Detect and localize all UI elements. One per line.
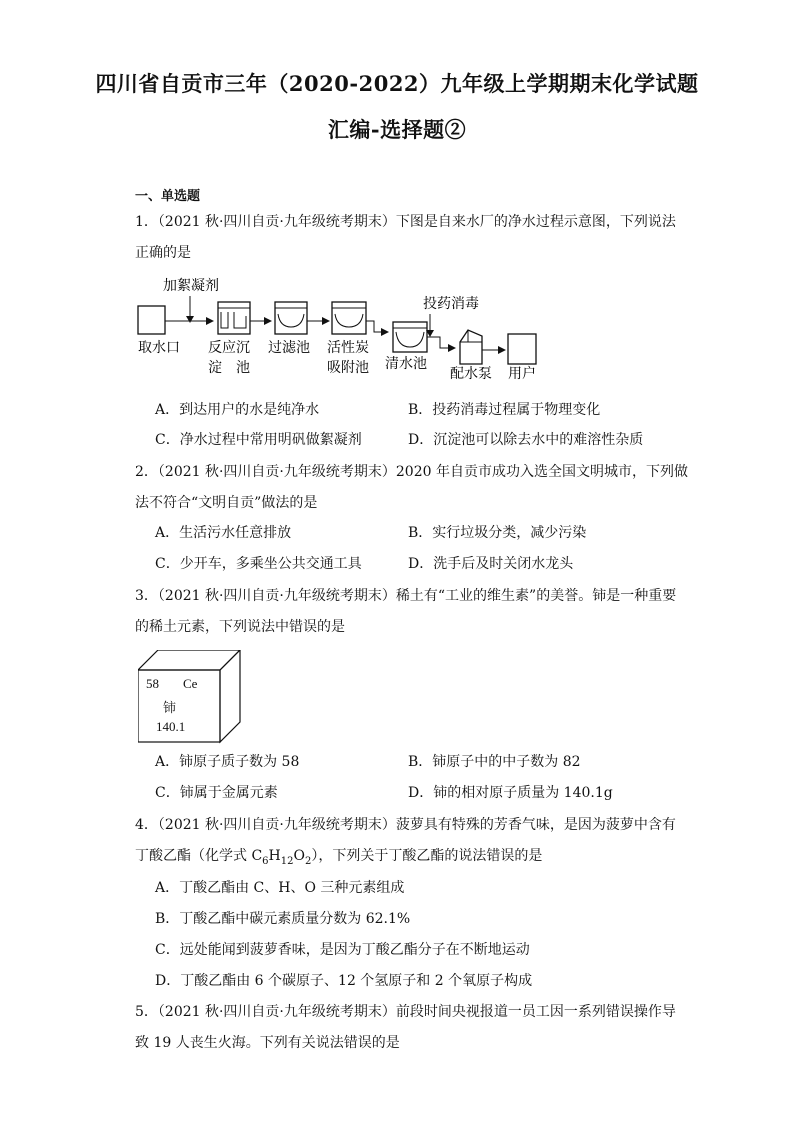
- page-title-line1: 四川省自贡市三年（2020-2022）九年级上学期期末化学试题: [95, 71, 699, 96]
- question-5-stem-line2: 致 19 人丧生火海。下列有关说法错误的是: [135, 1035, 400, 1051]
- formula-oxygen: O: [293, 848, 305, 864]
- diagram-node-pump: 配水泵: [450, 366, 492, 382]
- diagram-filter-tank: [275, 302, 307, 334]
- question-2-option-a: A．生活污水任意排放: [155, 525, 292, 541]
- diagram-intake-box: [138, 306, 165, 334]
- question-3-stem-line2: 的稀土元素，下列说法中错误的是: [135, 619, 345, 635]
- section-heading: 一、单选题: [135, 189, 201, 204]
- question-2-option-c: C．少开车，多乘坐公共交通工具: [155, 556, 362, 572]
- question-1-option-d: D．沉淀池可以除去水中的难溶性杂质: [408, 432, 644, 448]
- diagram-clear-water-tank: [393, 322, 427, 352]
- element-atomic-mass: 140.1: [156, 719, 186, 734]
- formula-hydrogen: H: [268, 848, 281, 864]
- question-4-stem-line1: 4．（2021 秋·四川自贡·九年级统考期末）菠萝具有特殊的芳香气味，是因为菠萝中含有: [135, 817, 676, 833]
- question-4-stem-post: ），下列关于丁酸乙酯的说法错误的是: [311, 848, 543, 864]
- diagram-node-user: 用户: [508, 366, 536, 382]
- diagram-pump: [460, 330, 482, 364]
- element-atomic-number: 58: [146, 676, 159, 691]
- question-4-option-d: D．丁酸乙酯由 6 个碳原子、12 个氢原子和 2 个氧原子构成: [155, 973, 533, 989]
- question-1-stem-line1: 1．（2021 秋·四川自贡·九年级统考期末）下图是自来水厂的净水过程示意图，下列说法: [135, 214, 676, 230]
- question-1-stem-line2: 正确的是: [135, 245, 191, 261]
- diagram-node-carbon-1: 活性炭: [327, 340, 369, 356]
- question-5-stem-line1: 5．（2021 秋·四川自贡·九年级统考期末）前段时间央视报道一员工因一系列错误操作导: [135, 1004, 676, 1020]
- question-1-option-c: C．净水过程中常用明矾做絮凝剂: [155, 432, 362, 448]
- question-1-option-b: B．投药消毒过程属于物理变化: [408, 402, 601, 418]
- element-name: 铈: [163, 700, 177, 715]
- question-2-stem-line1: 2．（2021 秋·四川自贡·九年级统考期末）2020 年自贡市成功入选全国文明城市，下列做: [135, 464, 688, 480]
- question-3-option-c: C．铈属于金属元素: [155, 785, 278, 801]
- diagram-label-disinfect: 投药消毒: [423, 296, 479, 312]
- question-4-stem-line2: [135, 846, 542, 872]
- diagram-carbon-tank: [332, 302, 366, 334]
- question-3-option-b: B．铈原子中的中子数为 82: [408, 754, 581, 770]
- question-4-option-c: C．远处能闻到菠萝香味，是因为丁酸乙酯分子在不断地运动: [155, 942, 530, 958]
- question-3-stem-line1: 3．（2021 秋·四川自贡·九年级统考期末）稀土有“工业的维生素”的美誉。铈是一种重要: [135, 588, 677, 604]
- diagram-node-sediment-2: 淀 池: [208, 360, 250, 376]
- question-4-option-a: A．丁酸乙酯由 C、H、O 三种元素组成: [155, 880, 405, 896]
- diagram-node-filter: 过滤池: [268, 340, 310, 356]
- formula-sub-oxygen: 2: [304, 855, 312, 867]
- diagram-sedimentation-tank: [218, 302, 250, 334]
- diagram-node-carbon-2: 吸附池: [327, 360, 369, 376]
- question-3-option-a: A．铈原子质子数为 58: [155, 754, 300, 770]
- element-symbol: Ce: [183, 676, 198, 691]
- formula-sub-hydrogen: 12: [280, 855, 294, 867]
- question-2-stem-line2: 法不符合“文明自贡”做法的是: [135, 495, 318, 511]
- page-title-line2: 汇编-选择题②: [327, 117, 467, 142]
- question-2-option-b: B．实行垃圾分类，减少污染: [408, 525, 587, 541]
- diagram-user-box: [508, 334, 536, 364]
- question-1-option-a: A．到达用户的水是纯净水: [155, 402, 320, 418]
- element-card-cube: [138, 650, 248, 744]
- diagram-node-sediment-1: 反应沉: [208, 340, 250, 356]
- question-2-option-d: D．洗手后及时关闭水龙头: [408, 556, 574, 572]
- diagram-node-intake: 取水口: [138, 340, 180, 356]
- diagram-node-clear-water: 清水池: [385, 356, 427, 372]
- water-purification-diagram: [130, 272, 550, 388]
- question-3-option-d: D．铈的相对原子质量为 140.1g: [408, 785, 613, 801]
- question-4-stem-pre: 丁酸乙酯（化学式 C: [135, 848, 263, 864]
- diagram-label-flocculant: 加絮凝剂: [163, 278, 219, 294]
- formula-sub-carbon: 6: [262, 855, 269, 867]
- question-4-option-b: B．丁酸乙酯中碳元素质量分数为 62.1%: [155, 911, 411, 927]
